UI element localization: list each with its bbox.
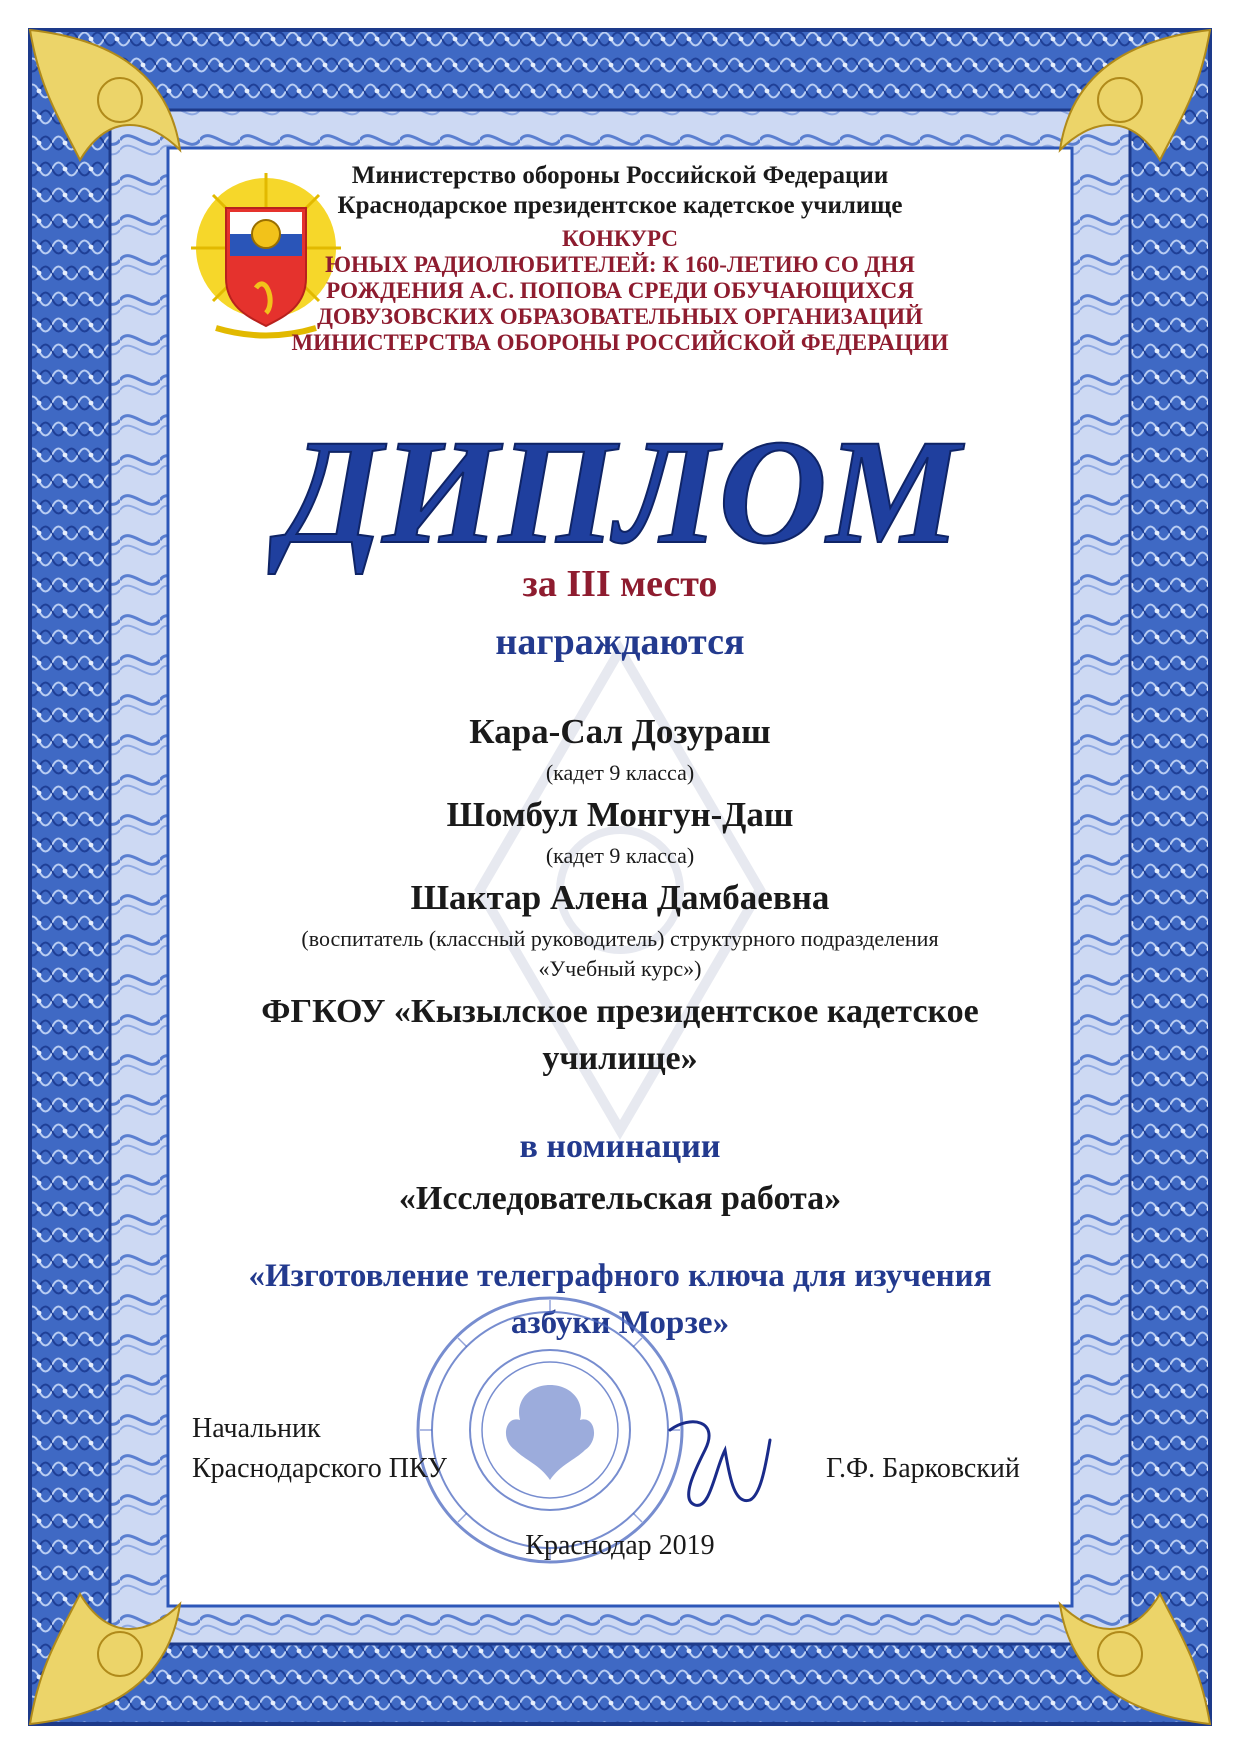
contest-line: КОНКУРС xyxy=(562,226,678,251)
contest-line: ЮНЫХ РАДИОЛЮБИТЕЛЕЙ: К 160-ЛЕТИЮ СО ДНЯ xyxy=(325,252,915,277)
contest-line: МИНИСТЕРСТВА ОБОРОНЫ РОССИЙСКОЙ ФЕДЕРАЦИИ xyxy=(291,330,949,355)
institution-name: ФГКОУ «Кызылское президентское кадетское xyxy=(261,993,979,1030)
contest-line: ДОВУЗОВСКИХ ОБРАЗОВАТЕЛЬНЫХ ОРГАНИЗАЦИЙ xyxy=(317,304,923,329)
institution-name: училище» xyxy=(542,1040,698,1077)
school-name: Краснодарское президентское кадетское училище xyxy=(337,192,903,219)
recipient-role: (кадет 9 класса) xyxy=(545,843,695,868)
contest-line: РОЖДЕНИЯ А.С. ПОПОВА СРЕДИ ОБУЧАЮЩИХСЯ xyxy=(326,278,914,303)
recipient-name: Кара-Сал Дозураш xyxy=(469,712,771,751)
diploma-title xyxy=(0,410,1240,580)
diploma-title-text: ДИПЛОМ xyxy=(279,410,961,575)
signature-icon xyxy=(650,1410,780,1520)
nomination-label: в номинации xyxy=(519,1128,721,1165)
ministry-name: Министерство обороны Российской Федерации xyxy=(351,162,889,189)
place-text: за III место xyxy=(522,563,718,605)
recipient-role: (воспитатель (классный руководитель) структурного подразделения xyxy=(301,926,939,951)
place-and-year: Краснодар 2019 xyxy=(525,1530,715,1561)
signatory-title: Краснодарского ПКУ xyxy=(192,1453,447,1484)
awarded-text: награждаются xyxy=(495,621,745,663)
recipient-name: Шомбул Монгун-Даш xyxy=(446,795,794,834)
signatory-title: Начальник xyxy=(192,1413,321,1444)
nomination-name: «Исследовательская работа» xyxy=(398,1180,842,1217)
recipient-name: Шактар Алена Дамбаевна xyxy=(410,878,830,917)
recipient-role: «Учебный курс») xyxy=(538,956,702,981)
signatory-name: Г.Ф. Барковский xyxy=(826,1453,1020,1484)
recipient-role: (кадет 9 класса) xyxy=(545,760,695,785)
official-seal-icon xyxy=(410,1290,690,1570)
work-title: азбуки Морзе» xyxy=(510,1305,730,1341)
work-title: «Изготовление телеграфного ключа для изучения xyxy=(248,1258,992,1294)
